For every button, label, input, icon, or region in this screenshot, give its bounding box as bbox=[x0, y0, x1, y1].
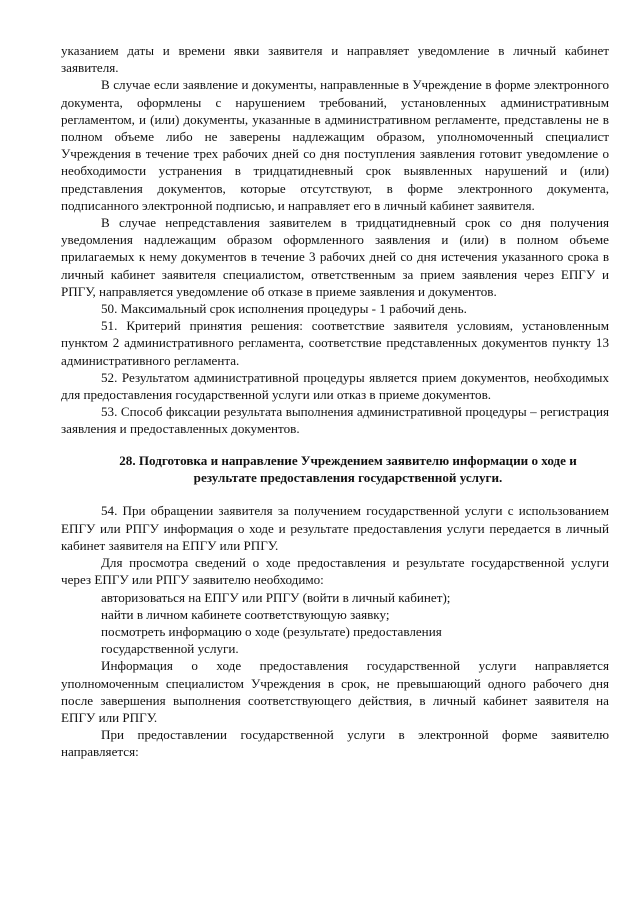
paragraph-incorrect-documents: В случае если заявление и документы, направленные в Учреждение в форме электронного документа, оформлены с нарушением требований, установленных административным регламентом, и (или) документы, указанные в административном регламенте, представлены не в полном объеме либо не заверены надлежащим образом, уполномоченный специалист Учреждения в течение трех рабочих дней со дня поступления заявления готовит уведомление о необходимости устранения в тридцатидневный срок выявленных нарушений и (или) представления документов, которые отсутствуют, в форме электронного документа, подписанного электронной подписью, и направляет его в личный кабинет заявителя. bbox=[61, 77, 609, 213]
section-heading: 28. Подготовка и направление Учреждением заявителю информации о ходе и результате предоставления государственной услуги. bbox=[119, 452, 577, 486]
paragraph-electronic-form: При предоставлении государственной услуги в электронной форме заявителю направляется: bbox=[61, 727, 609, 760]
paragraph-item-54: 54. При обращении заявителя за получением государственной услуги с использованием ЕПГУ или РПГУ информация о ходе и результате предоставления услуги передается в личный кабинет заявителя на ЕПГУ или РПГУ. bbox=[61, 503, 609, 553]
paragraph-info-progress: Информация о ходе предоставления государственной услуги направляется уполномоченным специалистом Учреждения в срок, не превышающий одного рабочего дня после завершения выполнения соответствующего действия, в личный кабинет заявителя на ЕПГУ или РПГУ. bbox=[61, 658, 609, 725]
paragraph-item-50: 50. Максимальный срок исполнения процедуры - 1 рабочий день. bbox=[101, 301, 467, 317]
paragraph-view-info: Для просмотра сведений о ходе предоставления и результате государственной услуги через ЕПГУ или РПГУ заявителю необходимо: bbox=[61, 555, 609, 588]
paragraph-refusal-notice: В случае непредставления заявителем в тридцатидневный срок со дня получения уведомления надлежащим образом оформленного заявления и (или) в полном объеме прилагаемых к нему документов в течение 3 рабочих дней со дня истечения указанного срока в личный кабинет заявителя специалистом, ответственным за прием заявления через ЕПГУ и РПГУ, направляется уведомление об отказе в приеме заявления и документов. bbox=[61, 215, 609, 299]
step-item: авторизоваться на ЕПГУ или РПГУ (войти в личный кабинет); bbox=[101, 589, 451, 605]
paragraph-item-51: 51. Критерий принятия решения: соответствие заявителя условиям, установленным пунктом 2 административного регламента, соответствие представленных документов пункту 13 административного регламента. bbox=[61, 318, 609, 368]
step-item: государственной услуги. bbox=[101, 641, 239, 657]
paragraph-item-52: 52. Результатом административной процедуры является прием документов, необходимых для предоставления государственной услуги или отказ в приеме документов. bbox=[61, 369, 609, 403]
step-item: посмотреть информацию о ходе (результате) предоставления bbox=[101, 623, 442, 639]
document-page bbox=[61, 42, 609, 761]
paragraph-continuation: указанием даты и времени явки заявителя и направляет уведомление в личный кабинет заявителя. bbox=[61, 43, 609, 76]
paragraph-item-53: 53. Способ фиксации результата выполнения административной процедуры – регистрация заявления и предоставленных документов. bbox=[61, 404, 609, 437]
step-item: найти в личном кабинете соответствующую заявку; bbox=[101, 606, 390, 622]
